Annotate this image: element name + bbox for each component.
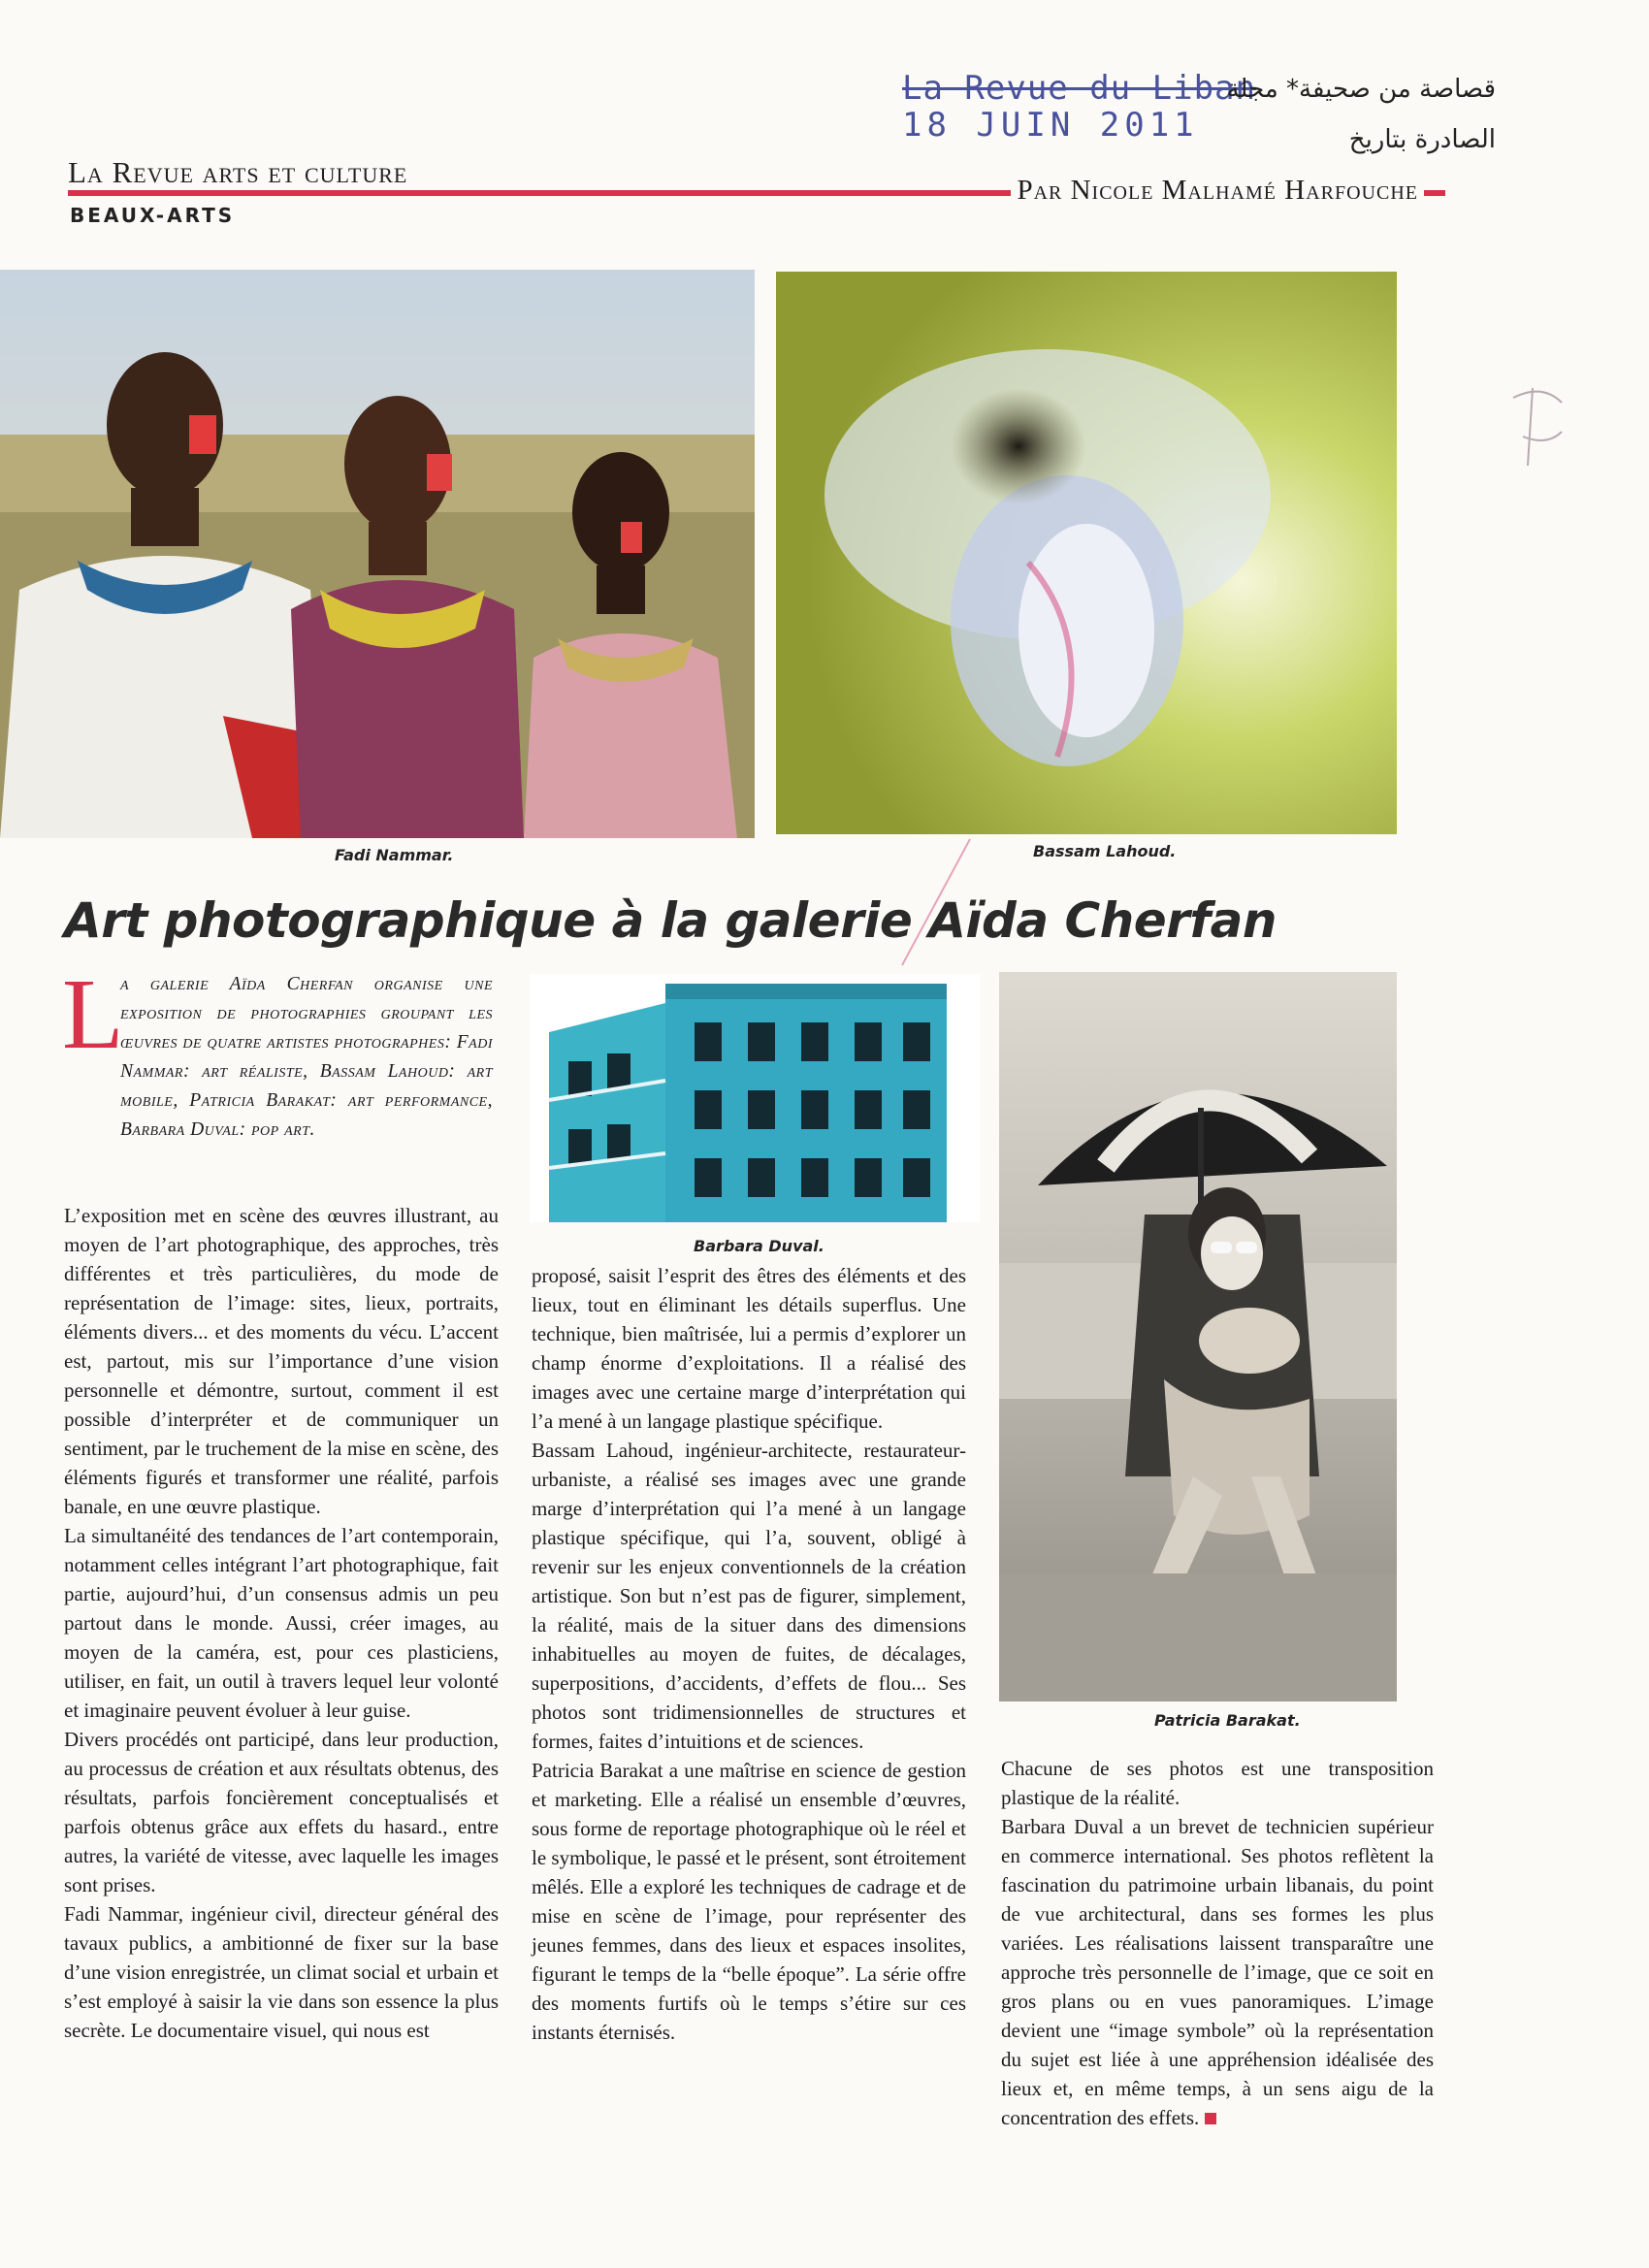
article-title: Art photographique à la galerie Aïda Cherfan (64, 892, 1277, 949)
caption-barbara-duval: Barbara Duval. (694, 1237, 824, 1255)
photo-bassam-lahoud (776, 272, 1397, 834)
building-photo-illustration (530, 974, 980, 1222)
article-lead (120, 970, 493, 1145)
caption-bassam-lahoud: Bassam Lahoud. (1033, 842, 1177, 860)
abstract-photo-illustration (776, 272, 1397, 834)
photo-fadi-nammar (0, 270, 755, 838)
stamp-date: 18 JUIN 2011 (902, 106, 1199, 145)
byline-mark (1426, 190, 1445, 196)
pencil-mark (1504, 378, 1571, 475)
paragraph: Fadi Nammar, ingénieur civil, directeur général des tavaux publics, a ambitionné de fixer sur la base d’une vision enregistrée, un climat social et urbain et s’est employé à saisir la vie dans son essence la plus secrète. Le documentaire visuel, qui nous est (64, 1902, 499, 2042)
clipping-stamp (902, 70, 1256, 144)
paragraph (1001, 1812, 1434, 2132)
paragraph: proposé, saisit l’esprit des êtres des éléments et des lieux, tout en éliminant les détails superflus. Une technique, bien maîtrisée, lui a permis d’explorer un champ énorme d’exploitations. Il a réalisé des images avec une certaine marge d’interprétation qui l’a mené à un langage plastique spécifique. (532, 1264, 966, 1433)
masthead: La Revue arts et culture (68, 155, 408, 189)
article-column-1 (64, 1201, 499, 2045)
paragraph: L’exposition met en scène des œuvres illustrant, au moyen de l’art photographique, des approches, très différentes et très particulières, du mode de représentation de l’image: sites, lieux, portraits, éléments divers... et des moments du vécu. L’accent est, partout, mis sur l’importance d’une vision personnelle et démontre, surtout, comment il est possible d’interpréter et de communiquer un sentiment, par le truchement de la mise en scène, des éléments figurés et transformer une réalité, parfois banale, en une œuvre plastique. (64, 1204, 499, 1518)
arabic-stamp (1227, 64, 1496, 165)
paragraph: Bassam Lahoud, ingénieur-architecte, restaurateur-urbaniste, a réalisé ses images avec une grande marge d’interprétation qui l’a mené à un langage plastique spécifique, qui l’a, souvent, obligé à revenir sur les enjeux conventionnels de la création artistique. Son but n’est pas de figurer, simplement, la réalité, mais de la situer dans des dimensions inhabituelles au moyen de fuites, de décalages, superpositions, d’accidents, d’effets de flou... Ses photos sont tridimensionnelles de structures et formes, faites d’intuitions et de sciences. (532, 1439, 966, 1753)
paragraph: La simultanéité des tendances de l’art contemporain, notamment celles intégrant l’art photographique, fait partie, aujourd’hui, d’un consensus admis un peu partout dans le monde. Aussi, créer images, au moyen de la caméra, est, pour ces plasticiens, utiliser, en fait, un outil à travers lequel leur volonté et imaginaire peuvent évoluer à leur guise. (64, 1524, 499, 1722)
stamp-publication: La Revue du Liban (902, 69, 1256, 108)
end-mark (1205, 2113, 1216, 2124)
lead-text-first-lines: a galerie Aïda Cherfan organise une exposition de photographies groupant les œuvres de quatre artistes photographes: Fadi Nammar: art réaliste, Bassam Lahoud: art mobile, Patricia Barakat: art performance, Barbara Duval: pop art. (120, 974, 493, 1140)
arabic-stamp-line-1: قصاصة من صحيفة* مجلة (1226, 75, 1496, 104)
caption-fadi-nammar: Fadi Nammar. (335, 846, 454, 864)
article-column-3 (1001, 1754, 1434, 2132)
byline: Par Nicole Malhamé Harfouche (1011, 175, 1424, 207)
article-column-2 (532, 1261, 966, 2047)
photo-barbara-duval (530, 974, 980, 1222)
caption-patricia-barakat: Patricia Barakat. (1154, 1711, 1301, 1730)
beach-photo-illustration (999, 972, 1397, 1701)
paragraph: Divers procédés ont participé, dans leur production, au processus de création et aux résultats obtenus, des résultats, parfois foncièrement conceptualisés et parfois obtenus grâce aux effets du hasard., entre autres, la variété de vitesse, avec laquelle les images sont prises. (64, 1728, 499, 1896)
paragraph: Patricia Barakat a une maîtrise en science de gestion et marketing. Elle a réalisé un ensemble d’œuvres, sous forme de reportage photographique où le réel et le symbolique, le passé et le présent, sont étroitement mêlés. Elle a exploré les techniques de cadrage et de mise en scène de l’image, pour représenter des jeunes femmes, dans des lieux et espaces insolites, figurant le temps de la “belle époque”. La série offre des moments furtifs où le temps s’étire sur ces instants éternisés. (532, 1759, 966, 2044)
arabic-stamp-line-2: الصادرة بتاريخ (1348, 125, 1496, 154)
paragraph: Chacune de ses photos est une transposition plastique de la réalité. (1001, 1757, 1434, 1809)
paragraph-text: Barbara Duval a un brevet de technicien supérieur en commerce international. Ses photos reflètent la fascination du patrimoine urbain libanais, du point de vue architectural, dans ses formes les plus variées. Les réalisations laissent transparaître une approche très personnelle de l’image, que ce soit en gros plans ou en vues panoramiques. L’image devient une “image symbole” où la représentation du sujet est liée à une appréhension idéalisée des lieux et, en même temps, à un sens aigu de la concentration des effets. (1001, 1815, 1434, 2129)
portrait-photo-illustration (0, 270, 755, 838)
section-rubric: BEAUX-ARTS (70, 204, 236, 227)
drop-cap: L (62, 958, 124, 1070)
photo-patricia-barakat (999, 972, 1397, 1701)
